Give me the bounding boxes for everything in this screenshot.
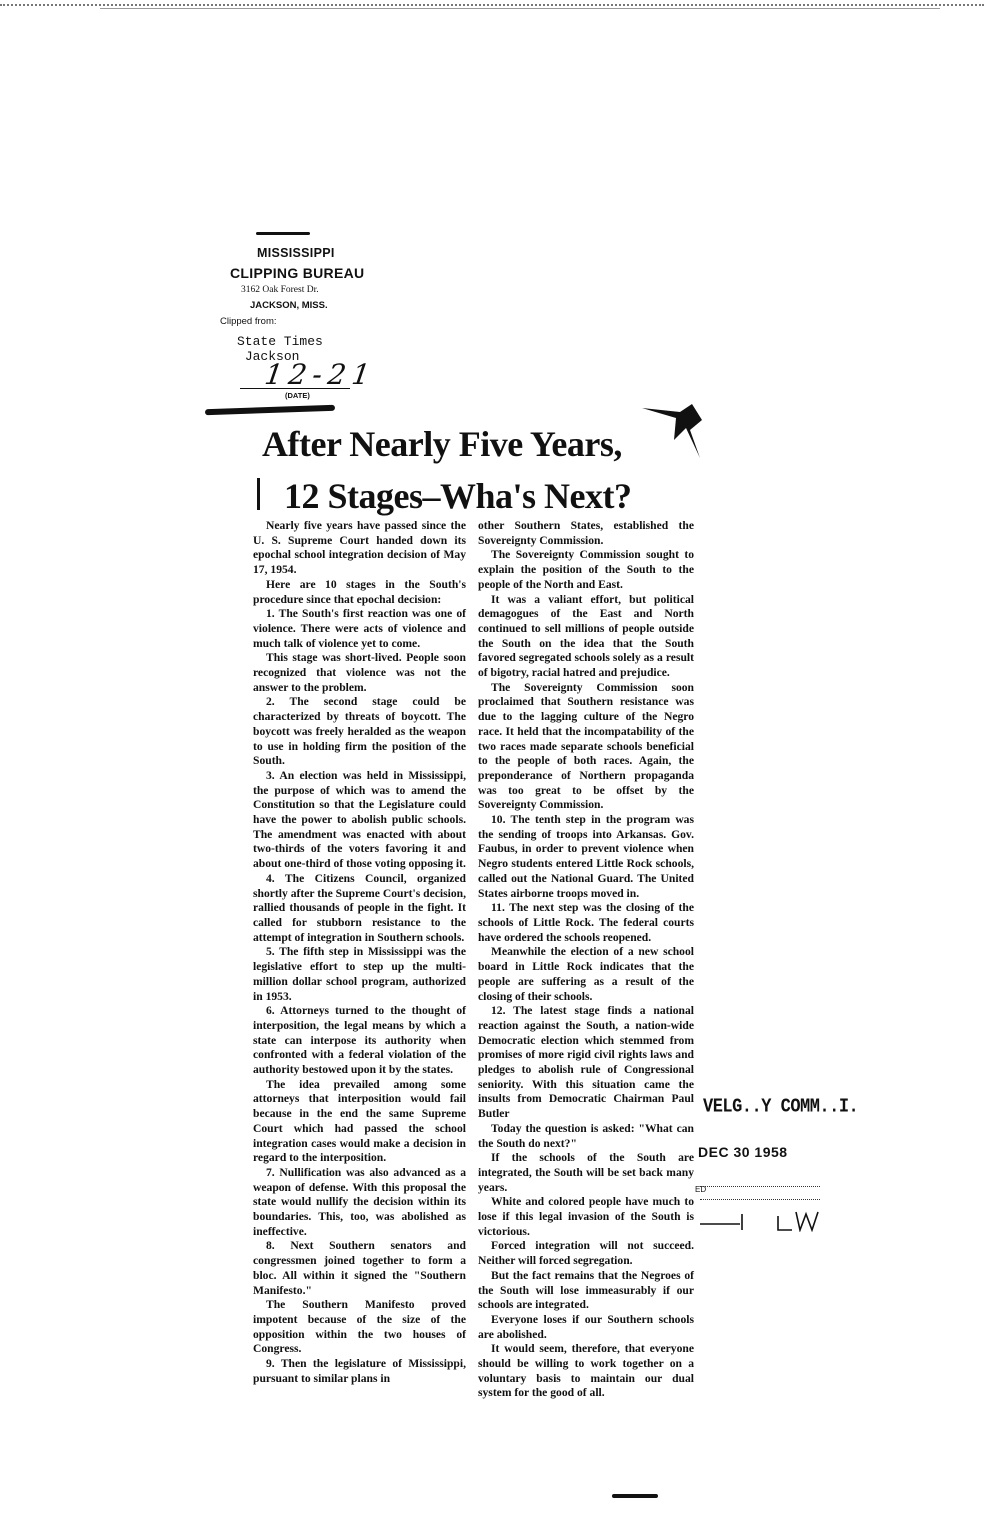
bureau-address: 3162 Oak Forest Dr. [241,285,319,295]
article-column-1 [253,519,466,1386]
paragraph: Here are 10 stages in the South's procedure since that epochal decision: [253,577,466,606]
article-column-2 [478,519,694,1401]
paragraph: Everyone loses if our Southern schools are abolished. [478,1312,694,1341]
stamp-dotted-line [700,1199,820,1200]
source-paper-name: State Times [237,334,323,349]
clipped-from-label: Clipped from: [220,316,277,327]
paragraph: 12. The latest stage finds a national reaction against the South, a nation-wide Democratic election which stemmed from promises of more rigid civil rights laws and pledges to abolish rule of Congressional seniority. With this situation came the insults from Democratic Chairman Paul Butler [478,1004,694,1121]
bureau-name-line1: MISSISSIPPI [257,246,335,260]
bureau-name-line2: CLIPPING BUREAU [230,265,365,281]
source-city: Jackson [244,349,300,364]
paragraph: The idea prevailed among some attorneys that interposition would fail because in the end the same Supreme Court which had passed the school integration cases would make a decision in regard to the interposition. [253,1077,466,1165]
paragraph: This stage was short-lived. People soon recognized that violence was not the answer to the problem. [253,651,466,694]
paragraph: 8. Next Southern senators and congressmen joined together to form a bloc. All within it signed the "Southern Manifesto." [253,1239,466,1297]
paragraph: Nearly five years have passed since the U. S. Supreme Court handed down its epochal school integration decision of May 17, 1954. [253,519,466,577]
paragraph: 5. The fifth step in Mississippi was the legislative effort to step up the multi-million dollar school program, authorized in 1953. [253,945,466,1003]
paragraph: 6. Attorneys turned to the thought of interposition, the legal means by which a state can interpose its authority when confronted with a federal violation of the authority bestowed upon it by the states. [253,1004,466,1077]
paragraph: It would seem, therefore, that everyone should be willing to work together on a voluntary basis to maintain our dual system for the good of all. [478,1342,694,1400]
headline-line1: After Nearly Five Years, [262,424,622,464]
stamp-dotted-line [700,1186,820,1187]
article-headline [262,418,632,522]
paragraph: 1. The South's first reaction was one of violence. There were acts of violence and much talk of violence yet to come. [253,607,466,650]
headline-line2: 12 Stages–Wha's Next? [284,476,632,516]
paragraph: 4. The Citizens Council, organized shortly after the Supreme Court's decision, rallied thousands of people in the fight. It called for stubborn resistance to the attempt of integration in Southern schools. [253,871,466,944]
commission-stamp: VELG..Y COMM..I. [703,1096,859,1119]
bureau-city: JACKSON, MISS. [250,300,328,311]
paragraph: 10. The tenth step in the program was the sending of troops into Arkansas. Gov. Faubus, in order to prevent violence when Negro students entered Little Rock schools, called out the National Guard. The United States airborne troops moved in. [478,813,694,900]
paragraph: The Sovereignty Commission sought to explain the position of the South to the people of the North and East. [478,548,694,591]
paragraph: 3. An election was held in Mississippi, the purpose of which was to amend the Constitution so that the Legislature could have the power to abolish public schools. The amendment was enacted with about two-thirds of the voters favoring it and about one-third of those voting opposing it. [253,768,466,871]
pen-mark [256,232,310,235]
paragraph: If the schools of the South are integrated, the South will be set back many years. [478,1151,694,1194]
date-underline [240,388,350,389]
handwritten-date: 12-21 [262,358,379,391]
paragraph: Today the question is asked: "What can the South do next?" [478,1121,694,1150]
margin-bar [257,478,260,510]
paragraph: The Southern Manifesto proved impotent because of the size of the opposition within the two houses of Congress. [253,1298,466,1356]
paragraph: Forced integration will not succeed. Neither will forced segregation. [478,1239,694,1268]
pen-mark-bottom [612,1494,658,1498]
stamp-date: DEC 30 1958 [698,1144,788,1160]
paragraph: Meanwhile the election of a new school board in Little Rock indicates that the people are suffering as a result of the closing of their schools. [478,945,694,1003]
paragraph: 9. Then the legislature of Mississippi, pursuant to similar plans in [253,1357,466,1385]
paragraph: 7. Nullification was also advanced as a weapon of defense. With this proposal the state would nullify the decision within its boundaries. This, too, was abolished as ineffective. [253,1165,466,1238]
paragraph: The Sovereignty Commission soon proclaimed that Southern resistance was due to the lagging culture of the Negro race. It held that the incompatability of the two races made separate schools beneficial to the people of both races. Again, the preponderance of Northern propaganda was too great to be offset by the Sovereignty Commission. [478,680,694,812]
date-label: (DATE) [285,391,310,400]
paragraph: 2. The second stage could be characterized by threats of boycott. The boycott was freely heralded as the weapon to use in holding firm the position of the South. [253,695,466,768]
pen-scribble [640,400,706,462]
handwritten-initials [700,1210,825,1232]
paragraph: But the fact remains that the Negroes of the South will lose immeasurably if our schools are integrated. [478,1268,694,1312]
paragraph: It was a valiant effort, but political demagogues of the East and North continued to sell millions of people outside the South on the idea that the South favored segregated schools solely as a result of bigotry, racial hatred and prejudice. [478,592,694,680]
stamp-ed-label: ED [695,1185,707,1194]
paragraph: 11. The next step was the closing of the schools of Little Rock. The federal courts have ordered the schools reopened. [478,901,694,944]
pen-stroke [205,405,335,416]
paragraph: other Southern States, established the Sovereignty Commission. [478,519,694,547]
top-edge-line [100,8,940,9]
top-perforation [0,4,984,6]
paragraph: White and colored people have much to lose if this legal invasion of the South is victorious. [478,1195,694,1238]
